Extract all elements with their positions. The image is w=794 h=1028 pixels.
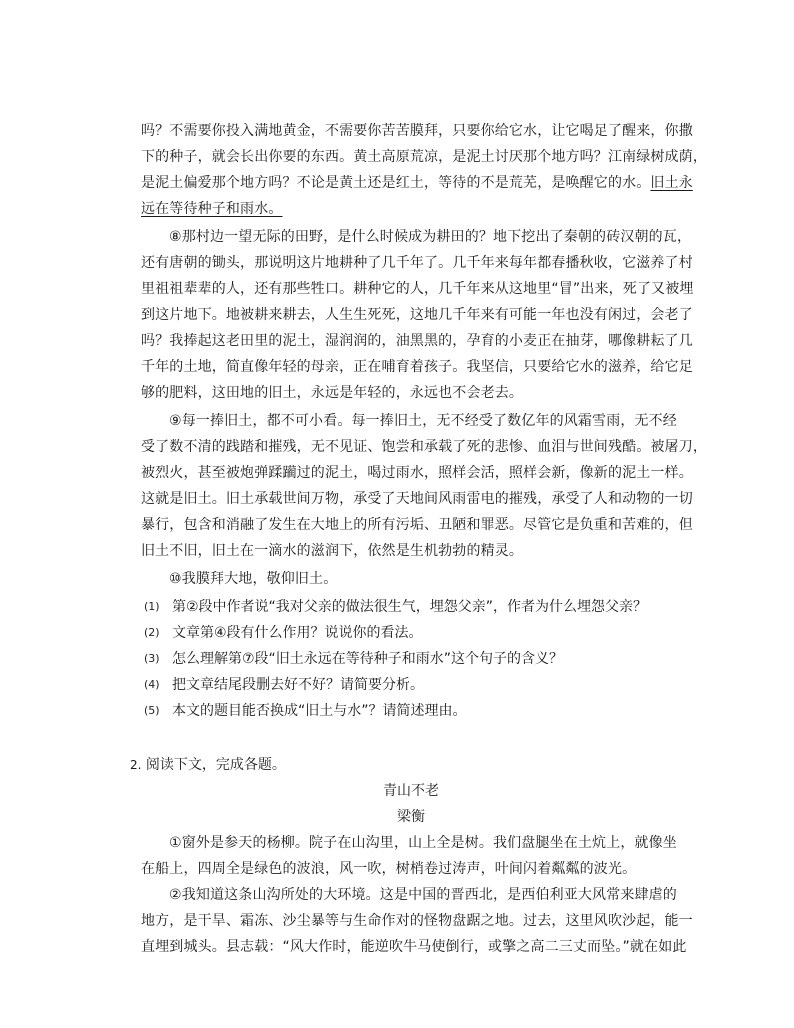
section-2-paragraph-1-line: 在船上，四周全是绿色的波浪，风一吹，树梢卷过涛声，叶间闪着粼粼的波光。	[141, 861, 637, 877]
text-line: 下的种子，就会长出你要的东西。黄土高原荒凉，是泥土讨厌那个地方吗？江南绿树成荫，	[141, 149, 707, 165]
underlined-sentence: 旧土永	[650, 175, 693, 191]
question-text: 怎么理解第⑦段“旧土永远在等待种子和雨水”这个句子的含义？	[172, 651, 564, 667]
text-line: 吗？不需要你投入满地黄金，不需要你苦苦膜拜，只要你给它水，让它喝足了醒来，你撒	[141, 123, 693, 139]
question-text: 本文的题目能否换成“旧土与水”？请简述理由。	[172, 703, 467, 719]
paragraph-8-line: 到这片地下。地被耕来耕去，人生生死死，这地几千年来有可能一年也没有闲过，会老了	[141, 307, 693, 323]
paragraph-8-line: 千年的土地，简直像年轻的母亲，正在哺育着孩子。我坚信，只要给它水的滋养，给它足	[141, 359, 693, 375]
paragraph-10: ⑩我膜拜大地，敬仰旧土。	[169, 571, 338, 587]
paragraph-9-line: 这就是旧土。旧土承载世间万物，承受了天地间风雨雷电的摧残，承受了人和动物的一切	[141, 491, 693, 507]
question-text: 文章第④段有什么作用？说说你的看法。	[172, 625, 423, 641]
underlined-sentence: 远在等待种子和雨水。	[141, 201, 283, 217]
paragraph-9-line: 受了数不清的践踏和摧残，无不见证、饱尝和承载了死的悲惨、血泪与世间残酷。被屠刀，	[141, 439, 707, 455]
paragraph-9-line: 被烈火，甚至被炮弹蹂躏过的泥土，喝过雨水，照样会活，照样会新，像新的泥土一样。	[141, 465, 693, 481]
paragraph-9-line: 旧土不旧，旧土在一滴水的滋润下，依然是生机勃勃的精灵。	[141, 543, 524, 559]
paragraph-8-line: 吗？我捧起这老田里的泥土，湿润润的，油黑黑的，孕育的小麦正在抽芽，哪像耕耘了几	[141, 333, 693, 349]
question-number: (1)	[144, 600, 160, 613]
question-number: (5)	[144, 704, 160, 717]
paragraph-9-line: 暴行，包含和消融了发生在大地上的所有污垢、丑陋和罪恶。尽管它是负重和苦难的，但	[141, 517, 693, 533]
text-line	[141, 173, 693, 193]
section-instruction-text: 阅读下文，完成各题。	[145, 757, 286, 773]
section-2-paragraph-1-line: ①窗外是参天的杨柳。院子在山沟里，山上全是树。我们盘腿坐在土炕上，就像坐	[169, 835, 677, 851]
question-text: 把文章结尾段删去好不好？请简要分析。	[172, 677, 424, 693]
section-number: 2.	[130, 758, 142, 772]
question-number: (3)	[144, 652, 160, 665]
question-text: 第②段中作者说“我对父亲的做法很生气，埋怨父亲”，作者为什么埋怨父亲？	[172, 599, 648, 615]
question-number: (4)	[144, 678, 160, 691]
section-2-instruction	[130, 755, 286, 775]
paragraph-8-line: 够的肥料，这田地的旧土，永远是年轻的，永远也不会老去。	[141, 385, 524, 401]
article-title: 青山不老	[383, 783, 439, 799]
section-2-paragraph-2-line: 地方，是干旱、霜冻、沙尘暴等与生命作对的怪物盘踞之地。过去，这里风吹沙起，能一	[141, 913, 693, 929]
question-number: (2)	[144, 626, 160, 639]
section-2-paragraph-2-line: 直埋到城头。县志载：“风大作时，能逆吹牛马使倒行，或擎之高二三丈而坠。”就在如此	[141, 939, 687, 955]
paragraph-8-line: 还有唐朝的锄头，那说明这片地耕种了几千年了。几千年来每年都春播秋收，它滋养了村	[141, 255, 693, 271]
paragraph-9-line: ⑨每一捧旧土，都不可小看。每一捧旧土，无不经受了数亿年的风霜雪雨，无不经	[169, 413, 677, 429]
section-2-paragraph-2-line: ②我知道这条山沟所处的大环境。这是中国的晋西北，是西伯利亚大风常来肆虐的	[169, 887, 677, 903]
text-segment: 是泥土偏爱那个地方吗？不论是黄土还是红土，等待的不是荒芜，是唤醒它的水。	[141, 175, 651, 191]
article-author: 梁衡	[397, 809, 425, 825]
paragraph-8-line: 里祖祖辈辈的人，还有那些牲口。耕种它的人，几千年来从这地里“冒”出来，死了又被埋	[141, 281, 694, 297]
text-line	[141, 199, 681, 219]
paragraph-8-line: ⑧那村边一望无际的田野，是什么时候成为耕田的？地下挖出了秦朝的砖汉朝的瓦，	[169, 229, 692, 245]
